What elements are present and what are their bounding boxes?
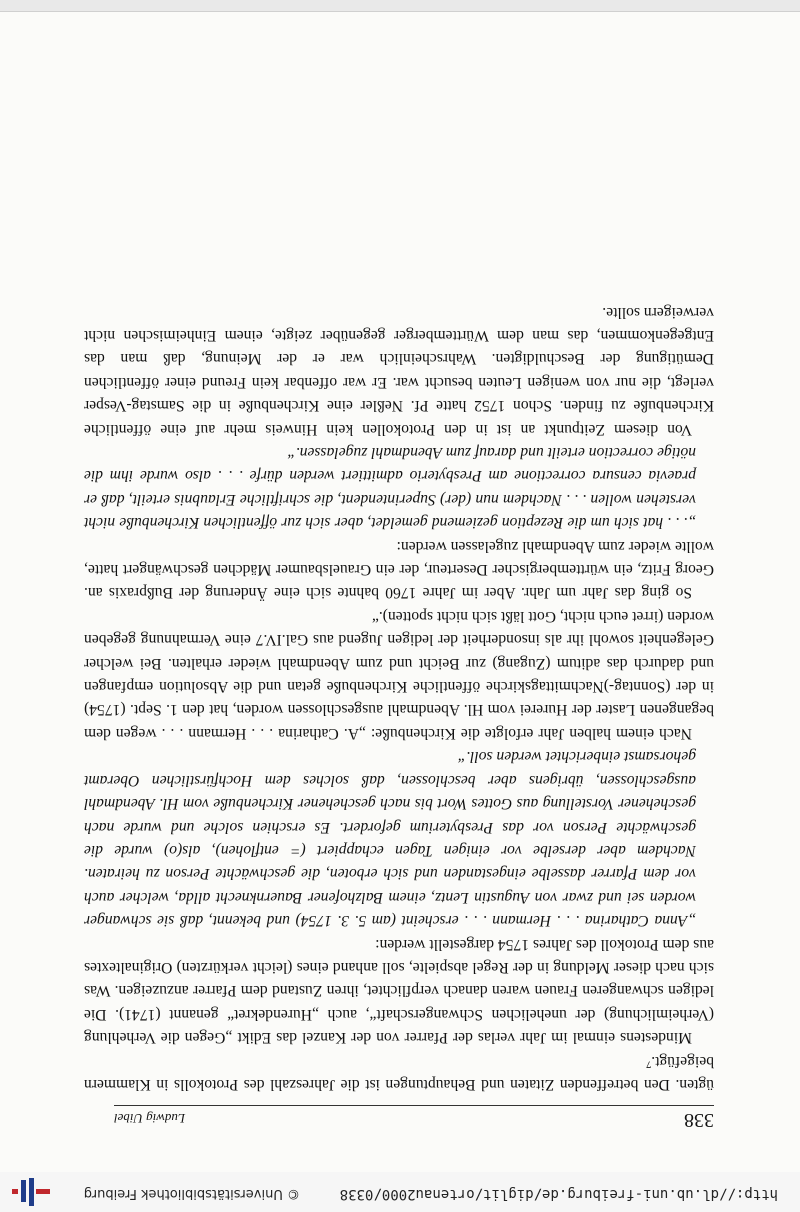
page-url[interactable]: http://dl.ub.uni-freiburg.de/diglit/ortenau2000/0338 — [339, 1186, 778, 1202]
paragraph: ügten. Den betreffenden Zitaten und Behauptungen ist die Jahreszahl des Protokolls in Klammern beigefügt.⁷ — [84, 1052, 714, 1093]
paragraph: Nach einem halben Jahr erfolgte die Kirchenbuße: „A. Catharina . . . Hermann . . . wegen dem begangenen Laster der Hurerei vom Hl. Abendmahl ausgeschlossen worden, hat den 1. Sept. (1754) in der (Sonntag-)Nachmittagskirche öffentliche Kirchenbuße getan und die Absolution empfangen und dadurch das aditum (Zugang) zur Beicht und zum Abendmahl wieder erhalten. Bei welcher Gelegenheit sowohl ihr als insonderheit der ledigen Jugend aus Gal.IV.7 eine Vermahnung gegeben worden (irret euch nicht, Gott läßt sich nicht spotten).“ — [84, 607, 714, 742]
quotation: „Anna Catharina . . . Hermann . . . erscheint (am 5. 3. 1754) und bekennt, daß sie schwanger worden sei und zwar von Augustin Lentz, einem Balzhofener Bauernknecht allda, welcher auch vor dem Pfarrer dasselbe eingestanden und sich erboten, die geschwächte Person zu heiraten. Nachdem aber derselbe vor einigen Tagen echappiert (= entflohen), als(o) wurde die geschwächte Person vor das Presbyterium gefordert. Es erschien solche und wurde nach geschehener Vorstellung aus Gottes Wort bis nach geschehener Kirchenbuße vom Hl. Abendmahl ausgeschlossen, übrigens aber beschlossen, daß solches dem Hochfürstlichen Oberamt gehorsamst einberichtet werden soll.“ — [84, 748, 696, 930]
paragraph: So ging das Jahr um Jahr. Aber im Jahre 1760 bahnte sich eine Änderung der Bußpraxis an. Georg Fritz, ein württembergischer Deserteur, der ein Grauelsbaumer Mädchen geschwängert hatte, wollte wieder zum Abendmahl zugelassen werden: — [84, 537, 714, 602]
running-header — [114, 1105, 714, 1130]
quotation: „. . . hat sich um die Rezeption geziemend gemeldet, aber sich zur öffentlichen Kirchenbuße nicht verstehen wollen . . . Nachdem nun (der) Superintendent, die schriftliche Erlaubnis erteilt, daß er praevia censura correctione am Presbyterio admittiert werden dürfe . . . also wurde ihm die nötige correction erteilt und darauf zum Abendmahl zugelassen.“ — [84, 444, 696, 532]
paragraph: Mindestens einmal im Jahr verlas der Pfarrer von der Kanzel das Edikt „Gegen die Verhehlung (Verheimlichung) der unehelichen Schwangerschaft“, auch „Hurendekret“ genannt (1741). Die ledigen schwangeren Frauen waren danach verpflichtet, ihren Zustand dem Pfarrer anzuzeigen. Was sich nach dieser Meldung in der Regel abspielte, soll anhand eines (leicht verkürzten) Originaltextes aus dem Protokoll des Jahres 1754 dargestellt werden: — [84, 935, 714, 1047]
running-author: Ludwig Uibel — [114, 1111, 186, 1126]
copyright-notice: © Universitätsbibliothek Freiburg — [83, 1186, 300, 1201]
body-text — [84, 300, 714, 1096]
ub-freiburg-logo-icon — [10, 1176, 54, 1208]
viewer-toolbar — [0, 1171, 800, 1212]
document-page — [0, 12, 800, 1172]
page-number: 338 — [684, 1109, 714, 1131]
paragraph: Von diesem Zeitpunkt an ist in den Protokollen kein Hinweis mehr auf eine öffentliche Kirchenbuße zu finden. Schon 1752 hatte Pf. Neßler eine Kirchenbuße in die Samstag-Vesper verlegt, die nur von wenigen Leuten besucht war. Er war offenbar kein Freund einer öffentlichen Demütigung der Beschuldigten. Wahrscheinlich war er der Meinung, daß man das Entgegenkommen, das man dem Württemberger gegenüber zeigte, einem Einheimischen nicht verweigern sollte. — [84, 303, 714, 438]
viewer-footer — [0, 0, 800, 12]
